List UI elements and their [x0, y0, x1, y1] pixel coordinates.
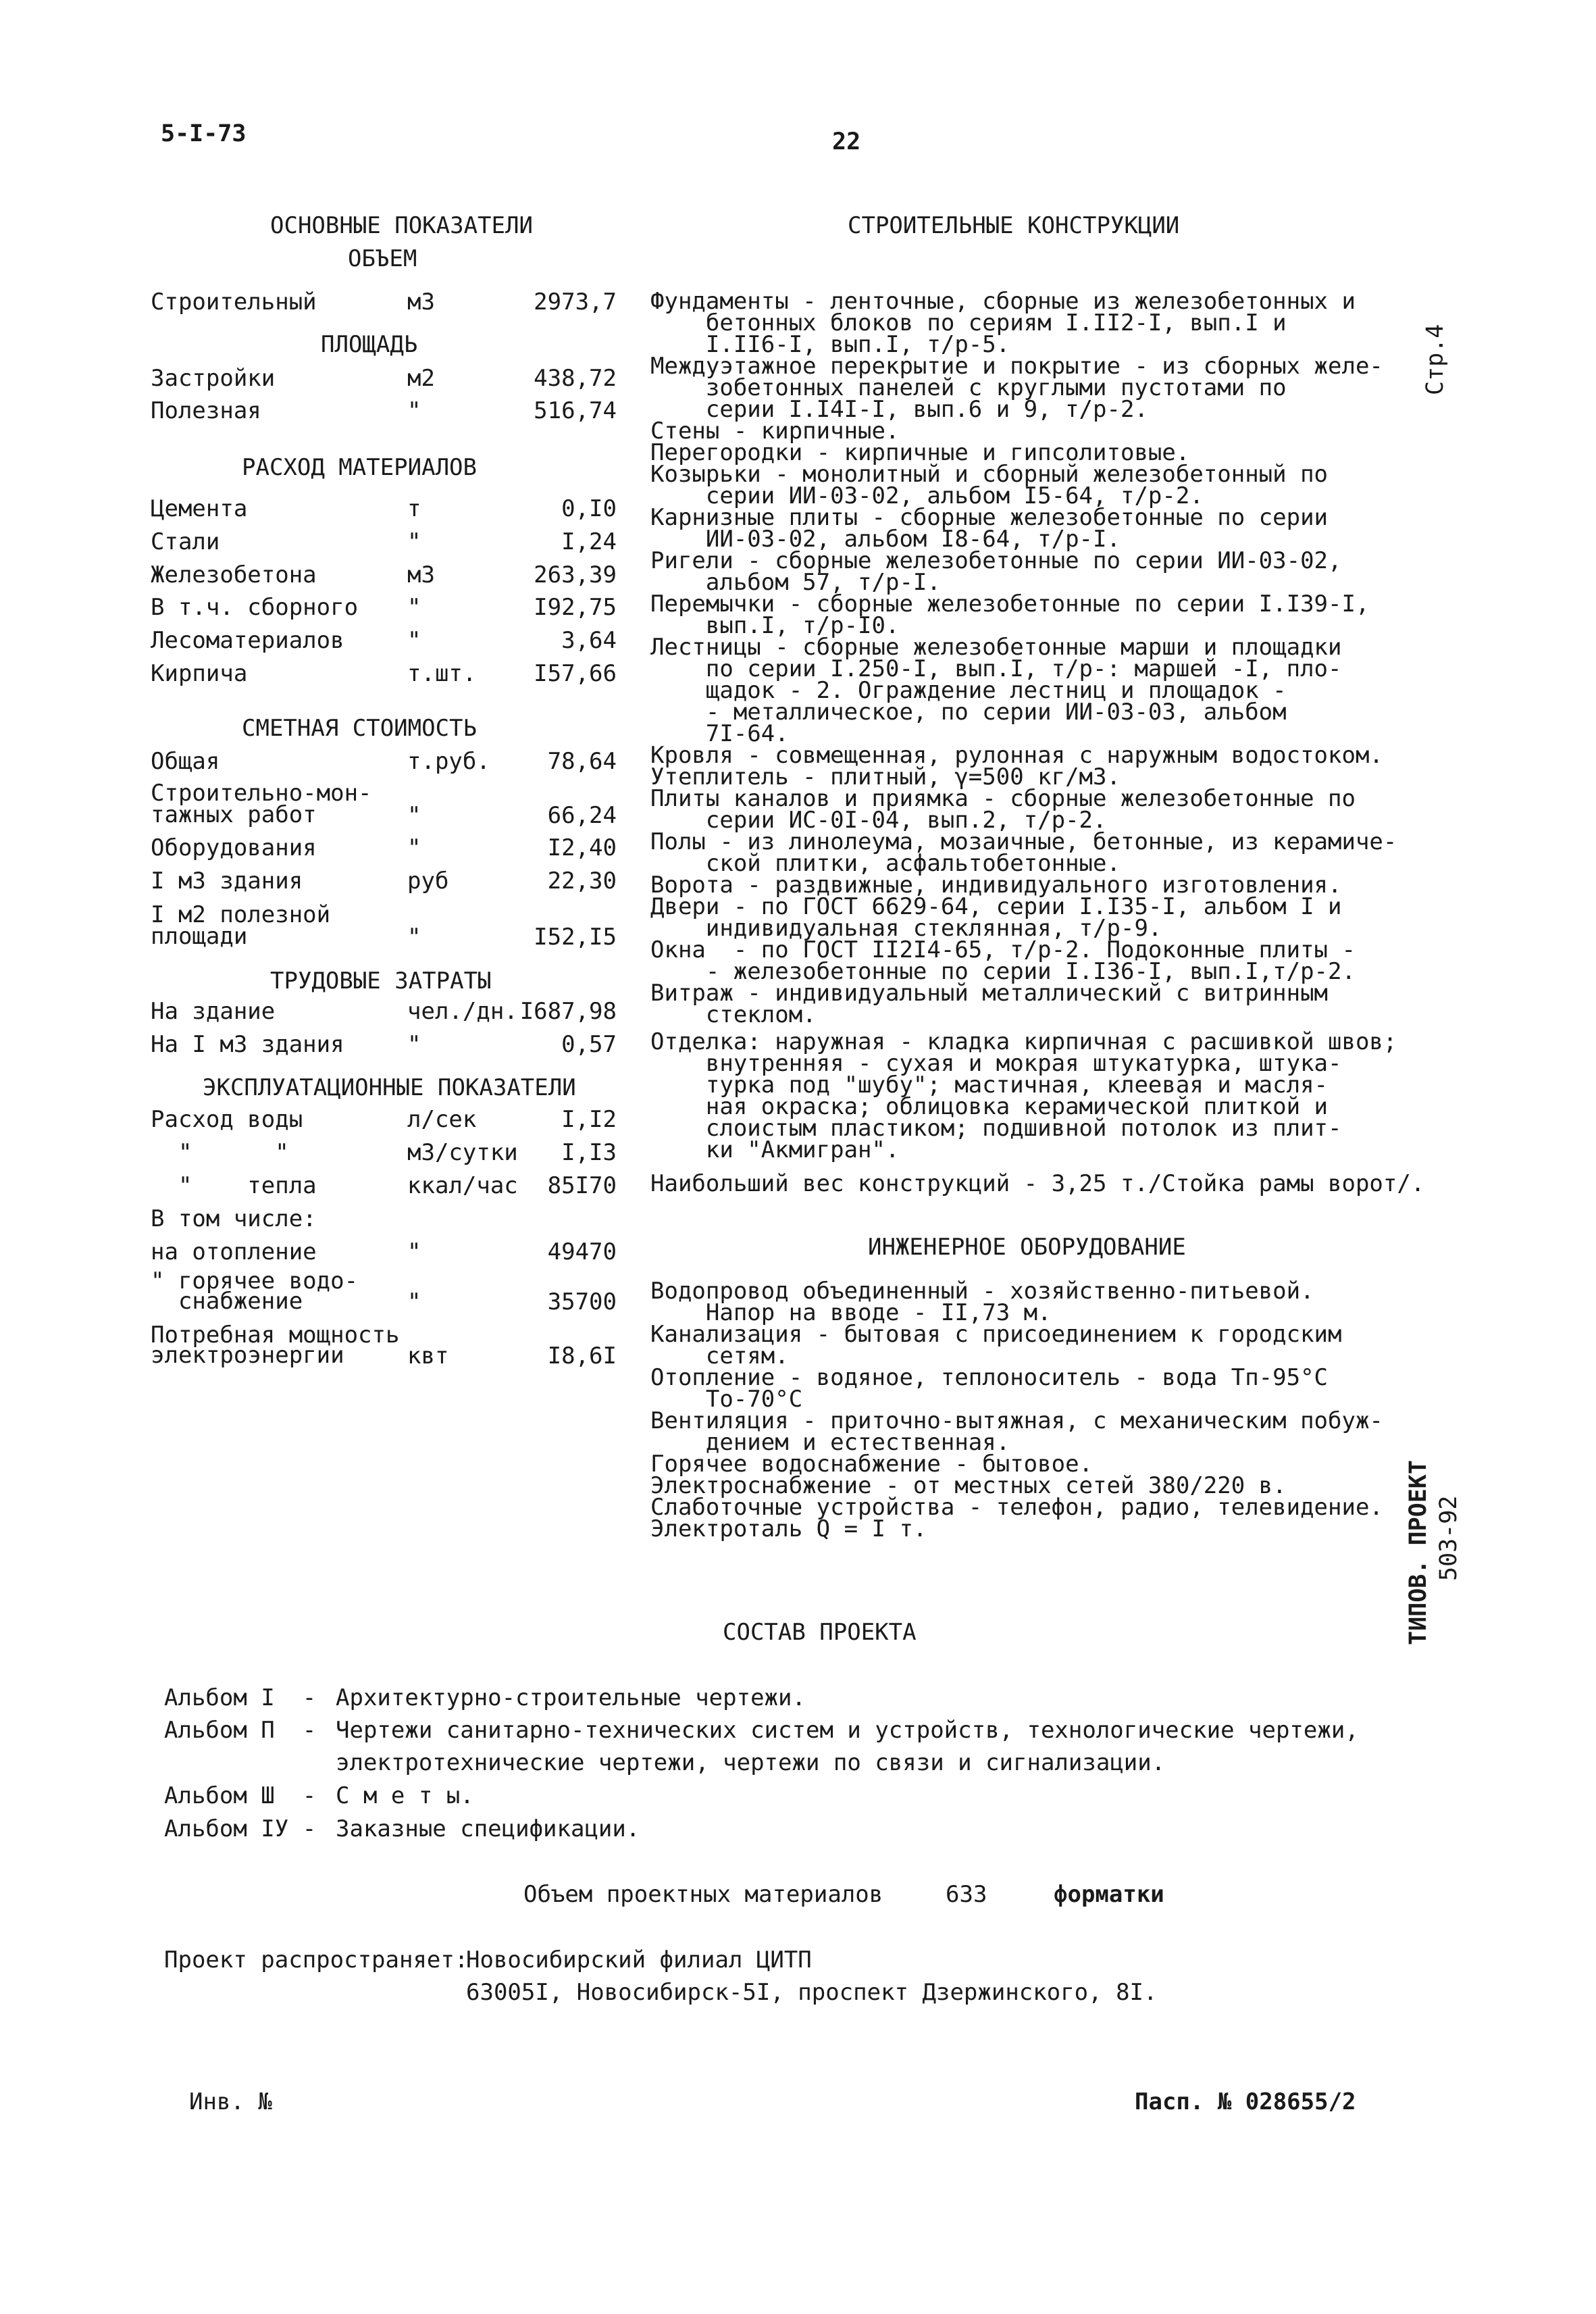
section-cost: СМЕТНАЯ СТОИМОСТЬ	[242, 715, 477, 742]
section-volume: ОБЪЕМ	[348, 245, 417, 272]
page-number: 22	[832, 128, 861, 155]
table-row: " тепла ккал/час 85I70	[151, 1172, 617, 1199]
table-row: Строительный м3 2973,7	[151, 288, 617, 316]
table-row: Оборудования " I2,40	[151, 834, 617, 861]
text-line: ная окраска; облицовка керамической плиткой и	[650, 1093, 1329, 1120]
distributor-address: 63005I, Новосибирск-5I, проспект Дзержинского, 8I.	[466, 1979, 1158, 2006]
table-row: Стали " I,24	[151, 528, 617, 555]
text-line: индивидуальная стеклянная, т/р-9.	[650, 915, 1162, 942]
table-row: Строительно-мон- тажных работ " 66,24	[151, 780, 617, 829]
text-line: Канализация - бытовая с присоединением к городским	[650, 1321, 1342, 1348]
inventory-label: Инв. №	[189, 2088, 272, 2115]
text-line: Утеплитель - плитный, γ=500 кг/м3.	[650, 763, 1121, 790]
text-line: бетонных блоков по сериям I.II2-I, вып.I и	[650, 309, 1287, 336]
album-text: Заказные спецификации.	[336, 1815, 640, 1842]
table-row: Потребная мощность электроэнергии квт I8,6I	[151, 1322, 617, 1369]
text-line: - металлическое, по серии ИИ-03-03, альбом	[650, 699, 1287, 726]
text-line: Двери - по ГОСТ 6629-64, серии I.I35-I, альбом I и	[650, 893, 1342, 920]
text-line: Наибольший вес конструкций - 3,25 т./Стойка рамы ворот/.	[650, 1170, 1425, 1197]
album-label: Альбом П -	[164, 1717, 317, 1744]
table-row: Полезная " 516,74	[151, 397, 617, 424]
text-line: Перегородки - кирпичные и гипсолитовые.	[650, 439, 1190, 466]
text-line: зобетонных панелей с круглыми пустотами по	[650, 374, 1287, 401]
album-text: электротехнические чертежи, чертежи по связи и сигнализации.	[336, 1749, 1166, 1776]
text-line: ки "Акмигран".	[650, 1136, 900, 1163]
volume-value: 633	[946, 1881, 987, 1908]
text-line: стеклом.	[650, 1001, 817, 1028]
table-row: Общая т.руб. 78,64	[151, 748, 617, 775]
table-row: I м3 здания руб 22,30	[151, 867, 617, 895]
passport-number: Пасп. № 028655/2	[1135, 2088, 1356, 2115]
text-line: 7I-64.	[650, 720, 789, 747]
side-page-label: Стр.4	[1422, 324, 1449, 395]
table-row: " " м3/сутки I,I3	[151, 1139, 617, 1166]
text-line: Отделка: наружная - кладка кирпичная с расшивкой швов;	[650, 1028, 1397, 1055]
text-line: сетям.	[650, 1342, 789, 1369]
text-line: вып.I, т/р-I0.	[650, 612, 900, 639]
section-materials: РАСХОД МАТЕРИАЛОВ	[242, 454, 477, 481]
table-row: Застройки м2 438,72	[151, 365, 617, 392]
volume-label: Объем проектных материалов	[523, 1881, 883, 1908]
text-line: Плиты каналов и приямка - сборные железобетонные по	[650, 785, 1356, 812]
text-line: Перемычки - сборные железобетонные по серии I.I39-I,	[650, 590, 1370, 618]
album-label: Альбом I -	[164, 1684, 317, 1711]
text-line: серии ИС-0I-04, вып.2, т/р-2.	[650, 807, 1107, 834]
table-row: Цемента т 0,I0	[151, 495, 617, 522]
text-line: дением и естественная.	[650, 1429, 1010, 1456]
text-line: ской плитки, асфальтобетонные.	[650, 850, 1121, 877]
equipment-title: ИНЖЕНЕРНОЕ ОБОРУДОВАНИЕ	[868, 1234, 1186, 1261]
text-line: щадок - 2. Ограждение лестниц и площадок -	[650, 677, 1287, 704]
text-line: Напор на вводе - II,73 м.	[650, 1299, 1052, 1326]
text-line: - железобетонные по серии I.I36-I, вып.I,т/р-2.	[650, 958, 1356, 985]
document-code: 5-I-73	[161, 120, 247, 147]
right-title: СТРОИТЕЛЬНЫЕ КОНСТРУКЦИИ	[848, 212, 1180, 239]
text-line: альбом 57, т/р-I.	[650, 569, 941, 596]
side-stamp-title: ТИПОВ. ПРОЕКТ	[1405, 1460, 1432, 1645]
text-line: Витраж - индивидуальный металлический с витринным	[650, 980, 1329, 1007]
table-row: На I м3 здания " 0,57	[151, 1031, 617, 1058]
text-line: серии I.I4I-I, вып.6 и 9, т/р-2.	[650, 396, 1148, 423]
album-label: Альбом IУ -	[164, 1815, 317, 1842]
text-line: Ворота - раздвижные, индивидуального изготовления.	[650, 872, 1342, 899]
text-line: Лестницы - сборные железобетонные марши и площадки	[650, 634, 1342, 661]
distributor-name: Новосибирский филиал ЦИТП	[466, 1946, 812, 1973]
album-text: С м е т ы.	[336, 1782, 474, 1809]
table-row: Расход воды л/сек I,I2	[151, 1106, 617, 1133]
composition-title: СОСТАВ ПРОЕКТА	[723, 1619, 917, 1646]
text-line: Слаботочные устройства - телефон, радио, телевидение.	[650, 1494, 1383, 1521]
distributor-label: Проект распространяет:	[164, 1946, 469, 1973]
text-line: по серии I.250-I, вып.I, т/р-: маршей -I, пло-	[650, 655, 1342, 682]
album-label: Альбом Ш -	[164, 1782, 317, 1809]
table-row: на отопление " 49470	[151, 1238, 617, 1265]
text-line: Стены - кирпичные.	[650, 418, 900, 445]
table-row: Лесоматериалов " 3,64	[151, 627, 617, 654]
text-line: То-70°С	[650, 1386, 803, 1413]
table-row: На здание чел./дн. I687,98	[151, 998, 617, 1025]
table-row: Кирпича т.шт. I57,66	[151, 660, 617, 687]
text-line: Электроснабжение - от местных сетей 380/220 в.	[650, 1472, 1287, 1499]
text-line: Водопровод объединенный - хозяйственно-питьевой.	[650, 1278, 1314, 1305]
text-line: внутренняя - сухая и мокрая штукатурка, штука-	[650, 1050, 1342, 1077]
text-line: I.II6-I, вып.I, т/р-5.	[650, 331, 1010, 358]
table-row: В т.ч. сборного " I92,75	[151, 594, 617, 621]
left-title: ОСНОВНЫЕ ПОКАЗАТЕЛИ	[270, 212, 533, 239]
volume-unit: форматки	[1054, 1881, 1164, 1908]
table-row: I м2 полезной площади " I52,I5	[151, 901, 617, 951]
side-stamp-number: 503-92	[1435, 1495, 1462, 1581]
text-line: Вентиляция - приточно-вытяжная, с механическим побуж-	[650, 1407, 1383, 1434]
section-operation: ЭКСПЛУАТАЦИОННЫЕ ПОКАЗАТЕЛИ	[203, 1074, 576, 1101]
text-line: Междуэтажное перекрытие и покрытие - из сборных желе-	[650, 353, 1383, 380]
table-row: В том числе:	[151, 1205, 317, 1232]
text-line: Полы - из линолеума, мозаичные, бетонные, из керамиче-	[650, 828, 1397, 855]
text-line: Горячее водоснабжение - бытовое.	[650, 1451, 1093, 1478]
section-labor: ТРУДОВЫЕ ЗАТРАТЫ	[270, 967, 492, 995]
text-line: Электроталь Q = I т.	[650, 1515, 927, 1542]
text-line: ИИ-03-02, альбом I8-64, т/р-I.	[650, 526, 1121, 553]
text-line: Козырьки - монолитный и сборный железобетонный по	[650, 461, 1329, 488]
text-line: Фундаменты - ленточные, сборные из железобетонных и	[650, 288, 1356, 315]
album-text: Архитектурно-строительные чертежи.	[336, 1684, 806, 1711]
album-text: Чертежи санитарно-технических систем и устройств, технологические чертежи,	[336, 1717, 1359, 1744]
text-line: Отопление - водяное, теплоноситель - вода Тп-95°С	[650, 1364, 1329, 1391]
text-line: серии ИИ-03-02, альбом I5-64, т/р-2.	[650, 482, 1204, 509]
text-line: Карнизные плиты - сборные железобетонные по серии	[650, 504, 1329, 531]
table-row: " горячее водо- снабжение " 35700	[151, 1267, 617, 1315]
text-line: Окна - по ГОСТ II2I4-65, т/р-2. Подоконные плиты -	[650, 936, 1356, 963]
section-area: ПЛОЩАДЬ	[321, 331, 418, 358]
text-line: Кровля - совмещенная, рулонная с наружным водостоком.	[650, 742, 1383, 769]
text-line: турка под "шубу"; мастичная, клеевая и масля-	[650, 1072, 1329, 1099]
table-row: Железобетона м3 263,39	[151, 561, 617, 588]
text-line: Ригели - сборные железобетонные по серии ИИ-03-02,	[650, 547, 1342, 574]
text-line: слоистым пластиком; подшивной потолок из плит-	[650, 1115, 1342, 1142]
